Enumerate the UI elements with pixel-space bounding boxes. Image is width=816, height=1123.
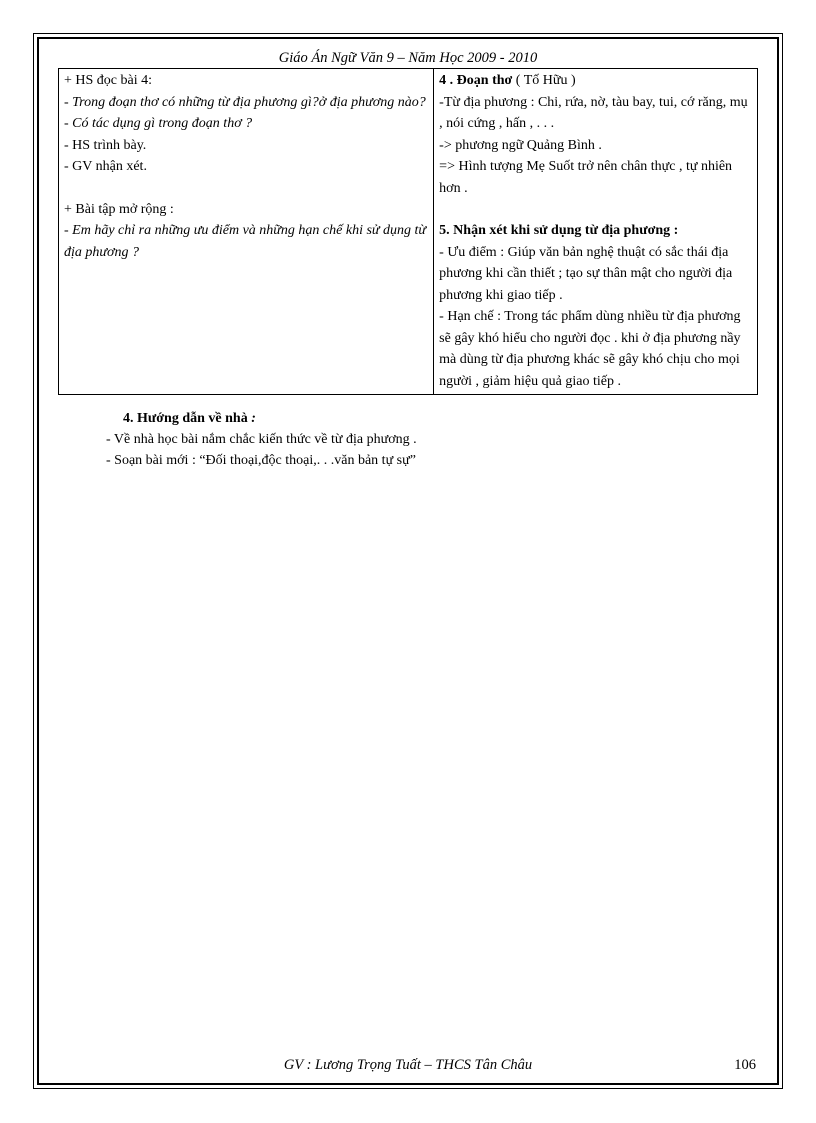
remark-title: 5. Nhận xét khi sử dụng từ địa phương : — [439, 223, 679, 238]
homework-title-text: 4. Hướng dẫn về nhà — [123, 411, 248, 426]
read-task: + HS đọc bài 4: — [64, 73, 152, 88]
extension-task: + Bài tập mở rộng : — [64, 201, 174, 217]
poem-title: 4 . Đoạn thơ — [439, 73, 513, 88]
limitation-text: - Hạn chế : Trong tác phẩm dùng nhiều từ địa phương sẽ gây khó hiểu cho người đọc . khi ở địa phương nầy mà dùng từ địa phương khác sẽ gây khó chịu cho mọi người , giảm hiệu quả giao tiếp . — [439, 309, 741, 389]
dialect-words: -Từ địa phương : Chi, rứa, nờ, tàu bay, tui, cớ răng, mụ , nói cứng , hấn , . . . — [439, 94, 748, 131]
dialect-region: -> phương ngữ Quảng Bình . — [439, 137, 602, 153]
image-effect: => Hình tượng Mẹ Suốt trở nên chân thực , tự nhiên hơn . — [439, 159, 733, 196]
teacher-activity-cell — [59, 69, 434, 395]
footer-teacher: GV : Lương Trọng Tuất – THCS Tân Châu — [283, 1057, 533, 1073]
spacer — [64, 178, 428, 199]
poem-author: ( Tố Hữu ) — [515, 73, 576, 88]
homework-item-1: - Về nhà học bài nắm chắc kiến thức về từ địa phương . — [106, 432, 417, 447]
table-row — [59, 69, 758, 395]
question-1: - Trong đoạn thơ có những từ địa phương gì?ở địa phương nào? — [64, 94, 426, 110]
page-header: Giáo Án Ngữ Văn 9 – Năm Học 2009 - 2010 — [278, 50, 538, 66]
content-cell — [434, 69, 758, 395]
spacer — [439, 199, 752, 220]
poem-heading — [439, 70, 752, 92]
teacher-comment: - GV nhận xét. — [64, 159, 147, 174]
homework-title — [106, 408, 766, 429]
student-present: - HS trình bày. — [64, 137, 147, 153]
advantage-text: - Ưu điểm : Giúp văn bản nghệ thuật có sắc thái địa phương khi cần thiết ; tạo sự thân mật cho người địa phương khi giao tiếp . — [439, 244, 733, 303]
homework-title-colon: : — [251, 411, 256, 426]
homework-section — [106, 408, 766, 471]
homework-item-2: - Soạn bài mới : “Đối thoại,độc thoại,. . .văn bản tự sự” — [106, 453, 416, 468]
question-2: - Có tác dụng gì trong đoạn thơ ? — [64, 116, 253, 131]
extension-question: - Em hãy chỉ ra những ưu điểm và những hạn chế khi sử dụng từ địa phương ? — [64, 223, 427, 260]
lesson-table — [58, 68, 758, 395]
page-number: 106 — [734, 1057, 756, 1073]
